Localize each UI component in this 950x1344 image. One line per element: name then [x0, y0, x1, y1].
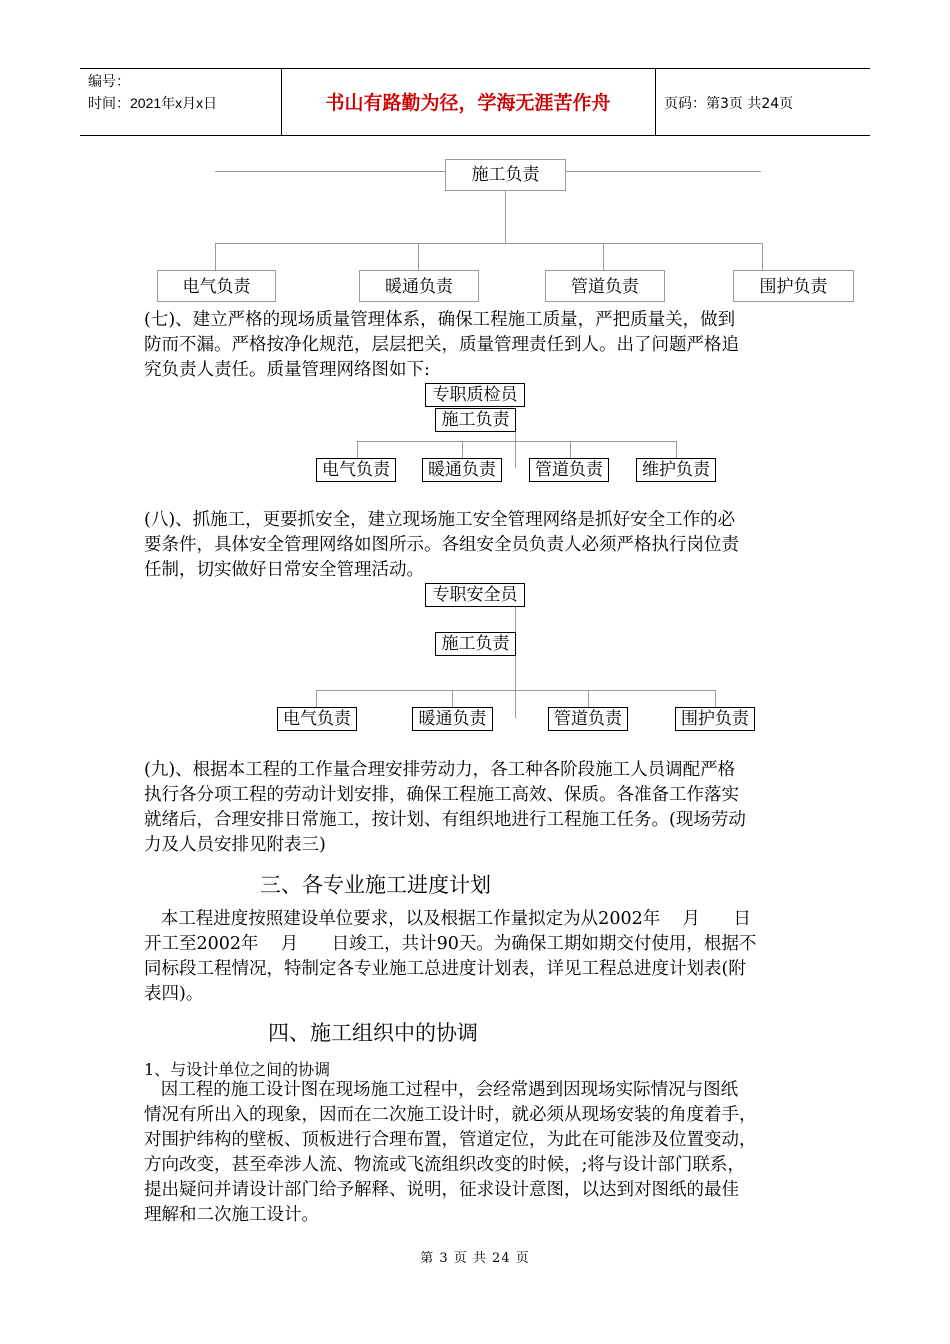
chart2-drop-1 [357, 441, 358, 458]
paragraph-line: 防而不漏。严格按净化规范，层层把关，质量管理责任到人。出了问题严格追 [144, 335, 739, 355]
chart2-bus [357, 441, 677, 442]
section-3-heading: 三、各专业施工进度计划 [260, 873, 491, 897]
section-4-subheading: 1、与设计单位之间的协调 [144, 1060, 331, 1079]
paragraph-line: 提出疑问并请设计部门给予解释、说明，征求设计意图，以达到对图纸的最佳 [144, 1180, 739, 1200]
paragraph-line: (八)、抓施工，更要抓安全，建立现场施工安全管理网络是抓好安全工作的必 [144, 510, 736, 530]
chart1-top-right-rule [566, 171, 761, 172]
paragraph-line: 力及人员安排见附表三) [144, 835, 326, 855]
chart1-bus [215, 243, 763, 244]
header-motto: 书山有路勤为径，学海无涯苦作舟 [325, 92, 611, 114]
chart2-drop-3 [570, 441, 571, 458]
paragraph-line: 情况有所出入的现象，因而在二次施工设计时，就必须从现场安装的角度着手， [144, 1105, 757, 1125]
header-page-number: 页码：第3页 共24页 [664, 96, 794, 112]
paragraph-line: 同标段工程情况，特制定各专业施工总进度计划表，详见工程总进度计划表(附 [144, 959, 746, 979]
header-meta [88, 70, 217, 114]
paragraph-line: 要条件，具体安全管理网络如图所示。各组安全员负责人必须严格执行岗位责 [144, 535, 739, 555]
chart2-stem [515, 432, 516, 468]
chart1-top-left-rule [215, 171, 445, 172]
document-number-label: 编号： [88, 73, 130, 89]
chart3-bus [316, 690, 716, 691]
chart3-stem [515, 656, 516, 718]
chart1-drop-2 [418, 243, 419, 270]
paragraph-line: (七)、建立严格的现场质量管理体系，确保工程施工质量，严把质量关，做到 [144, 310, 736, 330]
chart2-drop-4 [676, 441, 677, 458]
chart1-node-top: 施工负责 [445, 159, 566, 191]
paragraph-9 [144, 758, 746, 858]
paragraph-line: (九)、根据本工程的工作量合理安排劳动力，各工种各阶段施工人员调配严格 [144, 760, 736, 780]
chart2-node-mid: 施工负责 [435, 408, 516, 432]
paragraph-line: 表四)。 [144, 984, 204, 1004]
chart1-drop-1 [215, 243, 216, 270]
section-4-heading: 四、施工组织中的协调 [268, 1021, 478, 1045]
chart1-node-piping: 管道负责 [545, 270, 665, 302]
chart3-stem-upper [515, 607, 516, 632]
chart3-node-top: 专职安全员 [425, 583, 525, 607]
document-time-label: 时间：2021年x月x日 [88, 95, 218, 111]
paragraph-line: 执行各分项工程的劳动计划安排，确保工程施工高效、保质。各准备工作落实 [144, 785, 739, 805]
paragraph-line: 本工程进度按照建设单位要求，以及根据工作量拟定为从2002年 月 日 [144, 909, 751, 929]
chart3-node-piping: 管道负责 [548, 707, 628, 731]
paragraph-line: 理解和二次施工设计。 [144, 1205, 319, 1225]
chart3-node-mid: 施工负责 [435, 632, 516, 656]
page-footer: 第 3 页 共 24 页 [420, 1251, 530, 1266]
paragraph-8 [144, 508, 739, 583]
paragraph-line: 对围护纬构的壁板、顶板进行合理布置，管道定位，为此在可能涉及位置变动， [144, 1130, 757, 1150]
header-top-rule [80, 68, 870, 69]
chart1-node-hvac: 暖通负责 [359, 270, 479, 302]
chart1-drop-3 [603, 243, 604, 270]
header-bottom-rule [80, 135, 870, 136]
chart2-node-piping: 管道负责 [529, 458, 609, 482]
paragraph-line: 就绪后，合理安排日常施工，按计划、有组织地进行工程施工任务。(现场劳动 [144, 810, 746, 830]
chart1-node-enclosure: 围护负责 [733, 270, 854, 302]
chart3-node-hvac: 暖通负责 [412, 707, 493, 731]
chart1-stem [505, 191, 506, 243]
paragraph-line: 开工至2002年 月 日竣工，共计90天。为确保工期如期交付使用，根据不 [144, 934, 757, 954]
paragraph-line: 任制，切实做好日常安全管理活动。 [144, 560, 424, 580]
chart2-node-hvac: 暖通负责 [422, 458, 502, 482]
chart3-node-enclosure: 围护负责 [675, 707, 755, 731]
chart2-node-top: 专职质检员 [425, 383, 525, 407]
header-divider-right [655, 68, 656, 136]
chart3-drop-3 [588, 690, 589, 707]
paragraph-line: 因工程的施工设计图在现场施工过程中，会经常遇到因现场实际情况与图纸 [144, 1080, 739, 1100]
section-3-body [144, 907, 756, 1007]
chart2-node-electrical: 电气负责 [316, 458, 396, 482]
chart2-node-maintenance: 维护负责 [636, 458, 716, 482]
chart1-drop-4 [762, 243, 763, 270]
paragraph-7 [144, 308, 739, 383]
chart3-drop-2 [452, 690, 453, 707]
chart2-drop-2 [462, 441, 463, 458]
chart3-drop-1 [316, 690, 317, 707]
paragraph-line: 究负责人责任。质量管理网络图如下: [144, 360, 430, 380]
paragraph-line: 方向改变，甚至牵涉人流、物流或飞流组织改变的时候，;将与设计部门联系， [144, 1155, 745, 1175]
chart3-node-electrical: 电气负责 [277, 707, 357, 731]
header-divider-left [281, 68, 282, 136]
chart3-drop-4 [715, 690, 716, 707]
section-4-body [144, 1078, 757, 1228]
chart1-node-electrical: 电气负责 [157, 270, 276, 302]
